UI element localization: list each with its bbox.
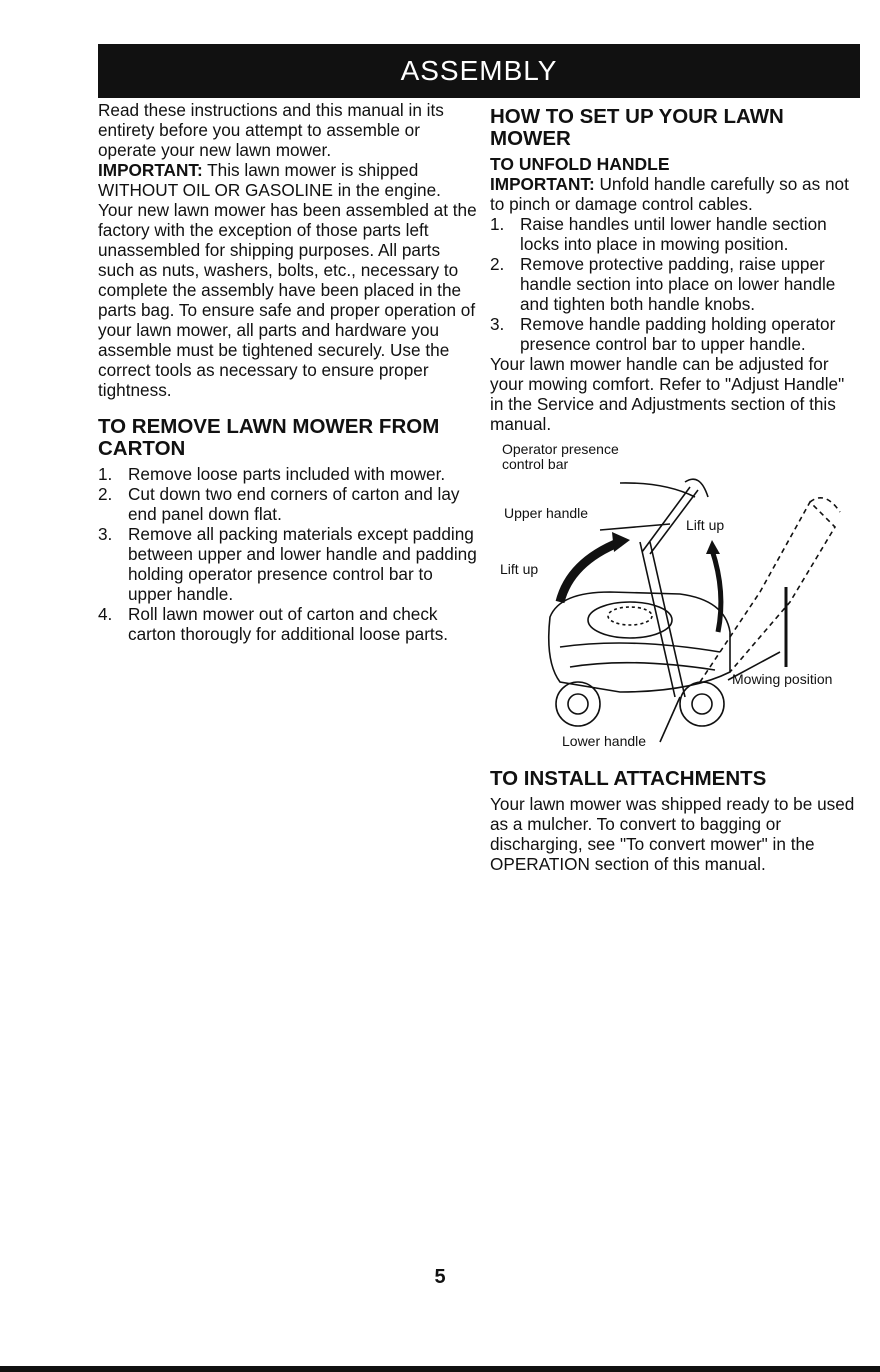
step-text: Remove all packing materials except padding between upper and lower handle and padding holding operator presence control bar to upper handle. [128,524,477,604]
step-number: 3. [98,524,113,544]
lift-up-right-label: Lift up [686,517,725,533]
list-item [98,524,478,604]
list-item [98,604,478,644]
handle-note: Your lawn mower handle can be adjusted for your mowing comfort. Refer to "Adjust Handle" in the Service and Adjustments section of this manual. [490,354,845,434]
unfold-heading: TO UNFOLD HANDLE [490,154,670,174]
bottom-edge-bar [0,1366,880,1372]
step-text: Cut down two end corners of carton and lay end panel down flat. [128,484,460,524]
step-text: Remove handle padding holding operator presence control bar to upper handle. [520,314,836,354]
mower-handle-figure [490,442,862,752]
mowing-position-label: Mowing position [732,671,833,687]
mower-illustration [490,442,862,752]
important-notice [98,160,478,200]
important-label: IMPORTANT: [98,160,203,180]
step-number: 1. [98,464,113,484]
step-number: 2. [490,254,505,274]
remove-steps-list [98,464,478,644]
page-number: 5 [434,1266,446,1288]
important-text: Unfold handle carefully so as not to pinch or damage control cables. [490,174,849,214]
left-column [98,100,478,644]
step-number: 2. [98,484,113,504]
lower-handle-label: Lower handle [562,733,647,749]
operator-bar-label-line2: control bar [502,456,569,472]
step-text: Remove protective padding, raise upper handle section into place on lower handle and tighten both handle knobs. [520,254,836,314]
list-item [490,254,862,314]
step-number: 3. [490,314,505,334]
list-item [98,484,478,524]
lift-up-left-label: Lift up [500,561,539,577]
important-text: This lawn mower is shipped WITHOUT OIL OR GASOLINE in the engine. [98,160,441,200]
step-text: Roll lawn mower out of carton and check carton thorougly for additional loose parts. [128,604,449,644]
intro-paragraph: Read these instructions and this manual in its entirety before you attempt to assemble or operate your new lawn mower. [98,100,444,160]
important-notice [490,174,862,214]
important-label: IMPORTANT: [490,174,595,194]
list-item [98,464,478,484]
setup-heading: HOW TO SET UP YOUR LAWN MOWER [490,105,784,150]
step-number: 1. [490,214,505,234]
attachments-heading: TO INSTALL ATTACHMENTS [490,767,767,790]
unfold-steps-list [490,214,862,354]
step-text: Raise handles until lower handle section locks into place in mowing position. [520,214,827,254]
section-banner: ASSEMBLY [98,44,860,98]
operator-bar-label-line1: Operator presence [502,441,619,457]
right-column [490,100,862,874]
attachments-paragraph: Your lawn mower was shipped ready to be used as a mulcher. To convert to bagging or discharging, see "To convert mower" in the OPERATION section of this manual. [490,794,855,874]
upper-handle-label: Upper handle [504,505,589,521]
step-number: 4. [98,604,113,624]
assembly-paragraph: Your new lawn mower has been assembled at the factory with the exception of those parts left unassembled for shipping purposes. All parts such as nuts, washers, bolts, etc., necessary to complete the assembly have been placed in the parts bag. To ensure safe and proper operation of your lawn mower, all parts and hardware you assemble must be tightened securely. Use the correct tools as necessary to ensure proper tightness. [98,200,477,400]
step-text: Remove loose parts included with mower. [128,464,446,484]
remove-heading: TO REMOVE LAWN MOWER FROM CARTON [98,415,440,460]
list-item [490,314,862,354]
list-item [490,214,862,254]
